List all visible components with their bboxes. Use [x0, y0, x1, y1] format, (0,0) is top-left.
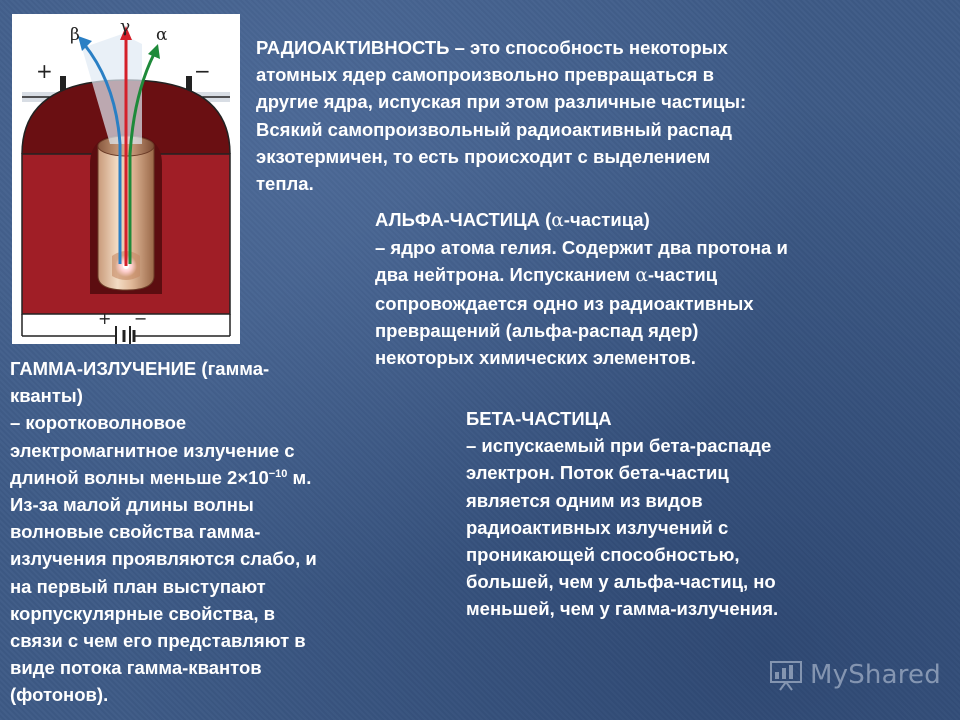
alpha-particle-definition [375, 206, 955, 371]
top-plus-sign: + [36, 59, 53, 83]
text-line: РАДИОАКТИВНОСТЬ – это способность некоторых [256, 37, 728, 58]
watermark [768, 655, 941, 695]
radioactivity-experiment-diagram [12, 14, 240, 344]
text-line: излучения проявляются слабо, и [10, 548, 317, 570]
text-line: сопровождается одно из радиоактивных [375, 292, 754, 314]
alpha-label: α [156, 25, 168, 45]
text-line: проникающей способностью, [466, 544, 740, 566]
text-line: связи с чем его представляют в [10, 630, 306, 652]
beta-heading: БЕТА-ЧАСТИЦА [466, 408, 612, 429]
text-line: превращений (альфа-распад ядер) [375, 319, 699, 341]
text-line: электрон. Поток бета-частиц [466, 462, 729, 484]
text-line: – ядро атома гелия. Содержит два протона и [375, 237, 788, 259]
gamma-label: γ [120, 17, 131, 37]
gamma-heading: ГАММА-ИЗЛУЧЕНИЕ (гамма- [10, 358, 270, 379]
alpha-heading: АЛЬФА-ЧАСТИЦА (α-частица) [375, 209, 650, 231]
text-line: длиной волны меньше $2\times 10^{-10}$ м. [10, 466, 312, 488]
beta-particle-definition [466, 405, 956, 623]
radioactivity-definition [256, 34, 956, 197]
text-line: другие ядра, испуская при этом различные частицы: [256, 91, 747, 113]
presentation-icon [768, 657, 804, 693]
text-line: большей, чем у альфа-частиц, но [466, 571, 776, 593]
watermark-text: MyShared [810, 660, 941, 690]
text-line: является одним из видов [466, 489, 703, 511]
text-line: радиоактивных излучений с [466, 516, 729, 538]
text-line: – испускаемый при бета-распаде [466, 435, 772, 457]
alpha-symbol: α [551, 210, 564, 231]
top-minus-sign: − [194, 59, 211, 83]
gamma-radiation-definition [10, 355, 410, 709]
text-line: электромагнитное излучение с [10, 439, 295, 461]
text-line: виде потока гамма-квантов [10, 657, 262, 679]
text-line: экзотермичен, то есть происходит с выделением [256, 145, 711, 167]
text-line: кванты) [10, 385, 83, 407]
text-line: некоторых химических элементов. [375, 347, 696, 369]
text-line: на первый план выступают [10, 575, 266, 597]
bottom-minus-sign: − [134, 309, 148, 328]
bottom-plus-sign: + [98, 309, 112, 328]
text-line: Всякий самопроизвольный радиоактивный распад [256, 118, 732, 140]
text-line: тепла. [256, 173, 314, 195]
exponent: −10 [268, 467, 288, 480]
text-line: меньшей, чем у гамма-излучения. [466, 598, 779, 620]
text-line: атомных ядер самопроизвольно превращаться в [256, 64, 714, 86]
text-line: – коротковолновое [10, 412, 187, 434]
text-line: два нейтрона. Испусканием α-частиц [375, 264, 718, 287]
text-line: корпускулярные свойства, в [10, 602, 275, 624]
alpha-symbol: α [635, 265, 648, 287]
text-line: (фотонов). [10, 684, 109, 706]
text-line: Из-за малой длины волны [10, 494, 254, 516]
text-line: волновые свойства гамма- [10, 521, 261, 543]
beta-label: β [70, 25, 80, 45]
